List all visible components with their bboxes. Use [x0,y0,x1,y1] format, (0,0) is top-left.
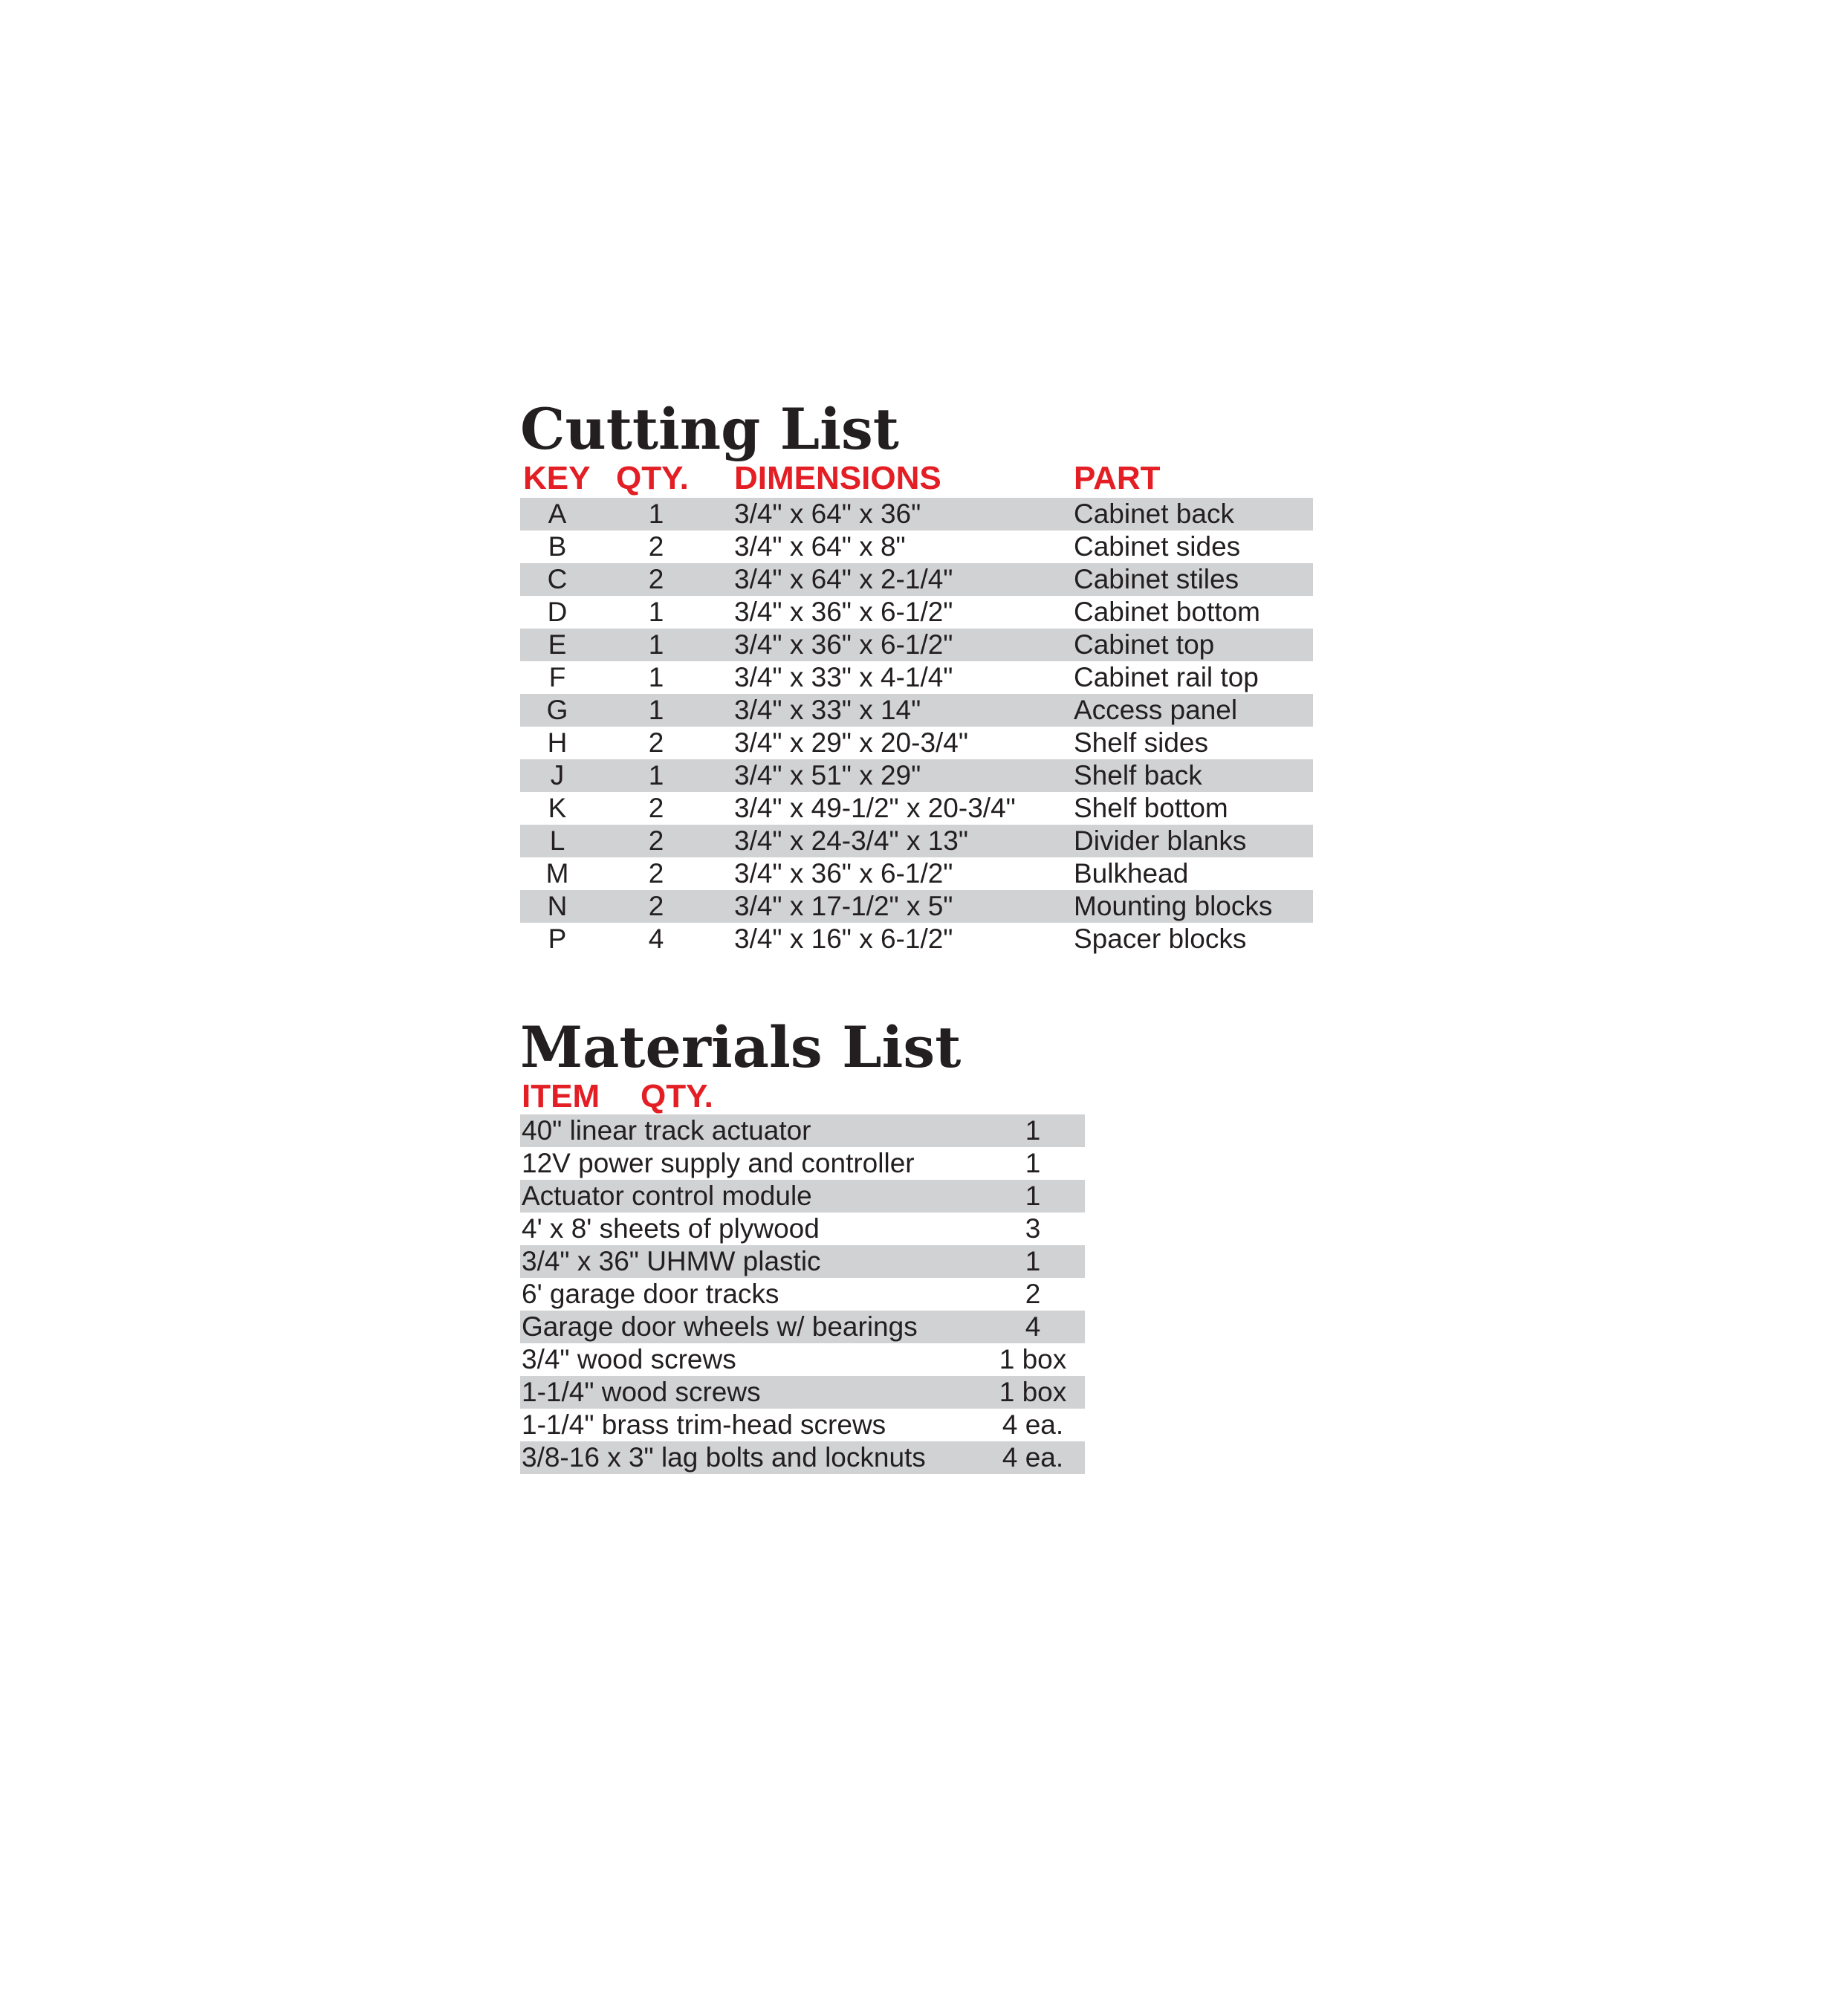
cell-qty: 4 ea. [1002,1442,1064,1473]
table-row [520,629,1313,661]
table-row [520,596,1313,629]
cell-dimensions: 3/4" x 29" x 20-3/4" [734,727,969,758]
table-row [520,1180,1085,1213]
header-dimensions: DIMENSIONS [734,460,941,496]
cell-qty: 2 [648,793,664,823]
cell-qty: 1 [1025,1115,1041,1146]
cell-qty: 1 [648,629,664,660]
table-row [520,727,1313,759]
table-row [520,825,1313,857]
cell-dimensions: 3/4" x 36" x 6-1/2" [734,858,953,889]
cell-item: 40" linear track actuator [522,1115,811,1146]
cell-part: Cabinet back [1074,499,1234,529]
cell-key: E [548,629,567,660]
cell-part: Shelf back [1074,760,1202,791]
cell-key: A [548,499,567,529]
header-key: KEY [523,460,591,496]
table-row [520,1245,1085,1278]
cell-qty: 1 [648,695,664,725]
cell-part: Cabinet stiles [1074,564,1239,594]
cutting-list-header [520,461,1313,496]
cell-part: Shelf bottom [1074,793,1228,823]
cell-qty: 4 [1025,1311,1041,1342]
table-row [520,1376,1085,1409]
header-qty: QTY. [616,460,689,496]
header-qty: QTY. [641,1078,713,1114]
cell-part: Cabinet rail top [1074,662,1259,692]
cell-qty: 1 [648,499,664,529]
cell-qty: 1 [648,662,664,692]
cell-item: Garage door wheels w/ bearings [522,1311,918,1342]
cell-qty: 1 box [999,1377,1067,1407]
table-row [520,1409,1085,1441]
table-row [520,1278,1085,1311]
header-part: PART [1074,460,1161,496]
cell-dimensions: 3/4" x 33" x 4-1/4" [734,662,953,692]
cutting-list-section [520,396,1313,955]
materials-list-table [520,1114,1085,1474]
cell-key: G [546,695,568,725]
cell-dimensions: 3/4" x 36" x 6-1/2" [734,597,953,627]
table-row [520,759,1313,792]
cell-item: Actuator control module [522,1181,812,1211]
cell-key: P [548,924,567,954]
cell-dimensions: 3/4" x 64" x 36" [734,499,921,529]
table-row [520,857,1313,890]
cell-qty: 2 [648,825,664,856]
table-row [520,498,1313,530]
table-row [520,923,1313,955]
cell-key: J [550,760,565,791]
materials-list-title: Materials List [520,1014,962,1080]
cell-part: Shelf sides [1074,727,1208,758]
cell-item: 3/4" wood screws [522,1344,736,1374]
cell-dimensions: 3/4" x 64" x 2-1/4" [734,564,953,594]
cell-item: 3/8-16 x 3" lag bolts and locknuts [522,1442,926,1473]
cell-key: L [549,825,565,856]
cell-key: H [547,727,568,758]
cell-key: M [545,858,569,889]
materials-list-section [520,1014,1085,1474]
table-row [520,1311,1085,1343]
cell-item: 1-1/4" wood screws [522,1377,761,1407]
cell-item: 3/4" x 36" UHMW plastic [522,1246,821,1276]
cell-dimensions: 3/4" x 51" x 29" [734,760,921,791]
cell-item: 1-1/4" brass trim-head screws [522,1409,886,1440]
table-row [520,694,1313,727]
cell-part: Mounting blocks [1074,891,1273,921]
cell-qty: 2 [648,531,664,562]
table-row [520,1147,1085,1180]
table-row [520,661,1313,694]
cell-dimensions: 3/4" x 49-1/2" x 20-3/4" [734,793,1016,823]
cell-dimensions: 3/4" x 16" x 6-1/2" [734,924,953,954]
cell-qty: 1 [648,597,664,627]
cell-dimensions: 3/4" x 17-1/2" x 5" [734,891,953,921]
cell-key: N [547,891,568,921]
cell-qty: 1 [648,760,664,791]
cell-qty: 4 ea. [1002,1409,1064,1440]
cell-part: Access panel [1074,695,1238,725]
cell-part: Divider blanks [1074,825,1247,856]
table-row [520,1213,1085,1245]
cell-dimensions: 3/4" x 33" x 14" [734,695,921,725]
cell-qty: 2 [648,858,664,889]
table-row [520,1114,1085,1147]
header-item: ITEM [522,1078,600,1114]
cell-key: F [548,662,566,692]
table-row [520,792,1313,825]
table-row [520,1441,1085,1474]
cell-qty: 1 [1025,1246,1041,1276]
cell-qty: 2 [648,564,664,594]
table-row [520,530,1313,563]
cell-item: 12V power supply and controller [522,1148,915,1178]
cutting-list-table [520,498,1313,955]
table-row [520,890,1313,923]
cell-key: B [548,531,567,562]
cell-part: Cabinet sides [1074,531,1241,562]
cell-part: Bulkhead [1074,858,1189,889]
cell-qty: 1 [1025,1181,1041,1211]
cell-part: Cabinet bottom [1074,597,1260,627]
cell-dimensions: 3/4" x 64" x 8" [734,531,906,562]
cell-part: Cabinet top [1074,629,1215,660]
cell-qty: 3 [1025,1213,1041,1244]
cell-qty: 4 [648,924,664,954]
cell-qty: 1 box [999,1344,1067,1374]
cell-dimensions: 3/4" x 36" x 6-1/2" [734,629,953,660]
cell-key: K [548,793,567,823]
cell-part: Spacer blocks [1074,924,1247,954]
cell-qty: 1 [1025,1148,1041,1178]
cell-qty: 2 [648,727,664,758]
cell-item: 4' x 8' sheets of plywood [522,1213,820,1244]
cell-qty: 2 [648,891,664,921]
cell-key: D [547,597,568,627]
cell-dimensions: 3/4" x 24-3/4" x 13" [734,825,969,856]
table-row [520,1343,1085,1376]
cell-qty: 2 [1025,1279,1041,1309]
cell-key: C [547,564,568,594]
materials-list-header [520,1079,1085,1114]
cell-item: 6' garage door tracks [522,1279,779,1309]
cutting-list-title: Cutting List [520,396,899,462]
table-row [520,563,1313,596]
